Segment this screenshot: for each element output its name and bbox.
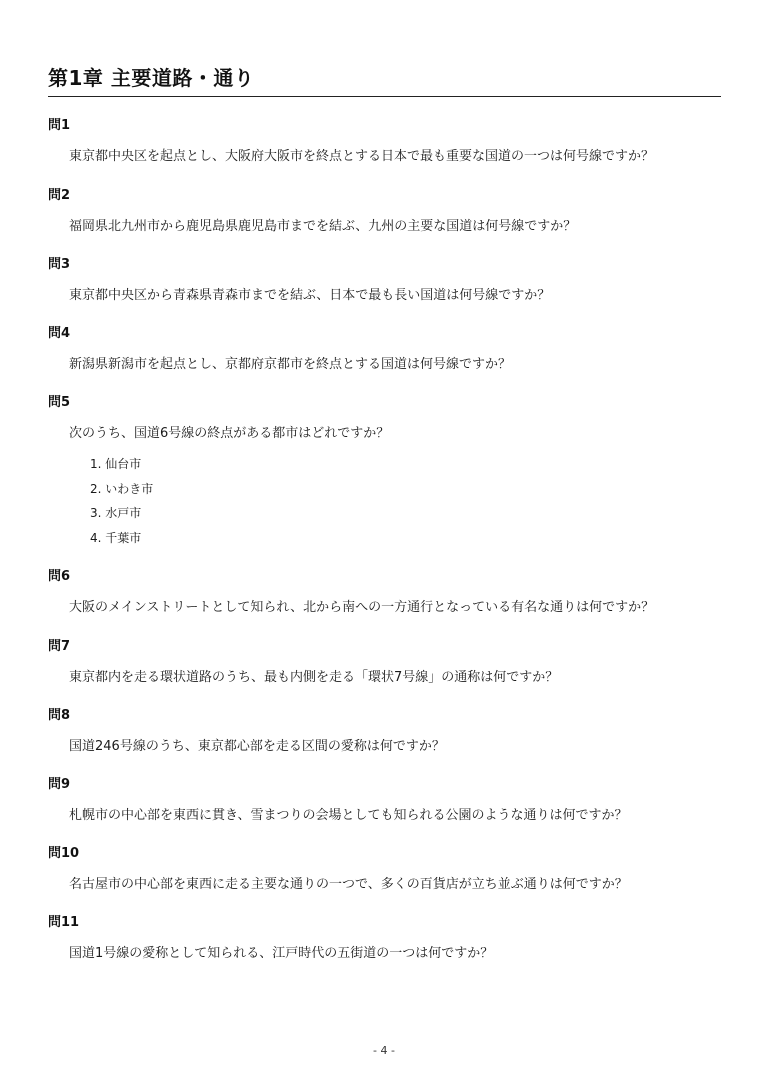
question-label: 問11	[48, 915, 80, 930]
question-label: 問8	[48, 708, 71, 723]
answer-option: 2. いわき市	[90, 481, 154, 496]
question-text: 大阪のメインストリートとして知られ、北から南への一方通行となっている有名な通りは何ですか？	[69, 600, 655, 615]
question-label: 問6	[48, 569, 71, 584]
question-label: 問9	[48, 777, 71, 792]
question-4	[48, 325, 720, 377]
question-8	[48, 707, 720, 759]
question-text: 国道246号線のうち、東京都心部を走る区間の愛称は何ですか？	[69, 739, 445, 754]
question-10	[48, 845, 720, 897]
question-9	[48, 776, 720, 828]
question-text: 新潟県新潟市を起点とし、京都府京都市を終点とする国道は何号線ですか？	[69, 357, 512, 372]
question-text: 札幌市の中心部を東西に貫き、雪まつりの会場としても知られる公園のような通りは何ですか？	[69, 808, 628, 823]
question-1	[48, 117, 720, 169]
chapter-title: 第1章 主要道路・通り	[48, 66, 255, 90]
answer-option: 3. 水戸市	[90, 506, 142, 520]
question-text: 東京都中央区を起点とし、大阪府大阪市を終点とする日本で最も重要な国道の一つは何号線ですか？	[69, 149, 655, 164]
question-7	[48, 638, 720, 690]
question-text: 名古屋市の中心部を東西に走る主要な通りの一つで、多くの百貨店が立ち並ぶ通りは何ですか？	[69, 877, 628, 892]
question-label: 問4	[48, 326, 71, 341]
question-text: 東京都内を走る環状道路のうち、最も内側を走る「環状7号線」の通称は何ですか？	[69, 670, 559, 685]
question-text: 国道1号線の愛称として知られる、江戸時代の五街道の一つは何ですか？	[69, 946, 494, 961]
question-6	[48, 568, 720, 620]
question-label: 問10	[48, 846, 80, 861]
question-label: 問5	[48, 395, 71, 410]
question-5	[48, 394, 720, 550]
page-number: - 4 -	[373, 1044, 395, 1057]
answer-option: 4. 千葉市	[90, 530, 142, 545]
question-label: 問7	[48, 639, 71, 654]
question-3	[48, 256, 720, 308]
title-divider	[48, 96, 721, 97]
question-11	[48, 914, 720, 966]
question-label: 問3	[48, 257, 71, 272]
question-list	[48, 117, 720, 966]
answer-option: 1. 仙台市	[90, 457, 142, 471]
question-text: 東京都中央区から青森県青森市までを結ぶ、日本で最も長い国道は何号線ですか？	[69, 288, 551, 303]
question-2	[48, 187, 720, 239]
answer-options	[90, 452, 720, 550]
question-label: 問1	[48, 118, 71, 133]
question-text: 福岡県北九州市から鹿児島県鹿児島市までを結ぶ、九州の主要な国道は何号線ですか？	[69, 219, 577, 234]
question-text: 次のうち、国道6号線の終点がある都市はどれですか？	[69, 426, 390, 441]
question-label: 問2	[48, 188, 71, 203]
